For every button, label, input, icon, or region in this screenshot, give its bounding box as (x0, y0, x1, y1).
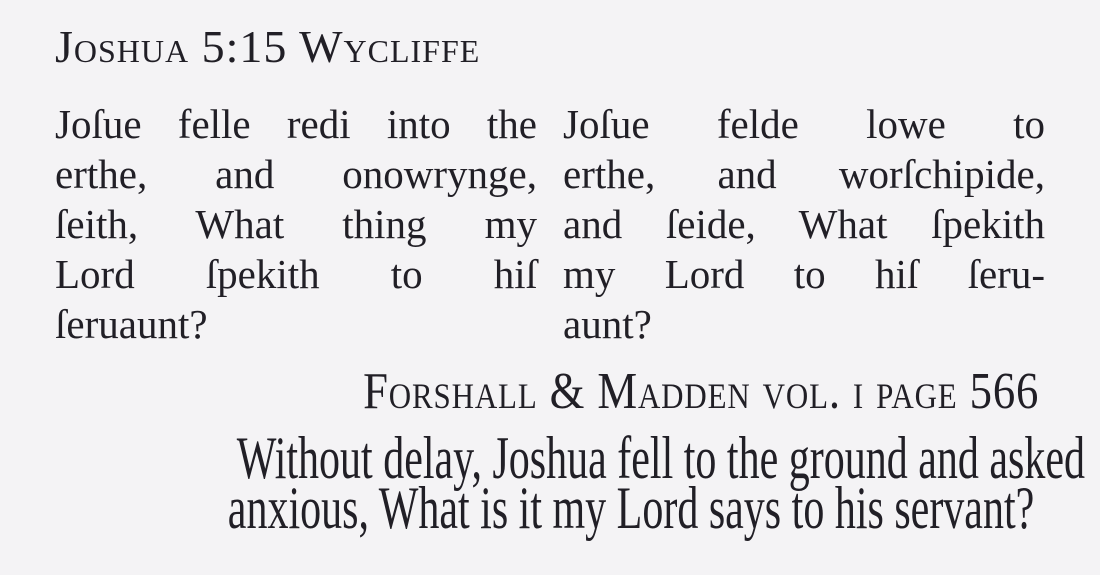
translation-line: Without delay, Joshua fell to the ground and asked (236, 424, 1085, 491)
verse-line: and ſeide, What ſpekith (563, 200, 1045, 247)
verse-line: Joſue felde lowe to (563, 100, 1045, 147)
source-citation-text: Forshall & Madden vol. i page 566 (362, 362, 1039, 420)
verse-line: erthe, and worſchipide, (563, 150, 1045, 197)
verse-line: erthe, and onowrynge, (55, 150, 537, 197)
verse-line: ſeith, What thing my (55, 200, 537, 247)
source-citation (55, 362, 1045, 420)
verse-line: ſeruaunt? (55, 300, 208, 347)
verse-line: my Lord to hiſ ſeru- (563, 250, 1045, 297)
verse-line: Lord ſpekith to hiſ (55, 250, 537, 297)
modern-translation (55, 424, 1085, 541)
right-column (563, 99, 1045, 349)
verse-line: Joſue felle redi into the (55, 100, 537, 147)
verse-line: aunt? (563, 300, 652, 347)
verse-columns (55, 99, 1045, 349)
verse-title: Joshua 5:15 Wycliffe (55, 21, 481, 72)
left-column (55, 99, 537, 349)
translation-line: anxious, What is it my Lord says to his servant? (227, 474, 1035, 541)
